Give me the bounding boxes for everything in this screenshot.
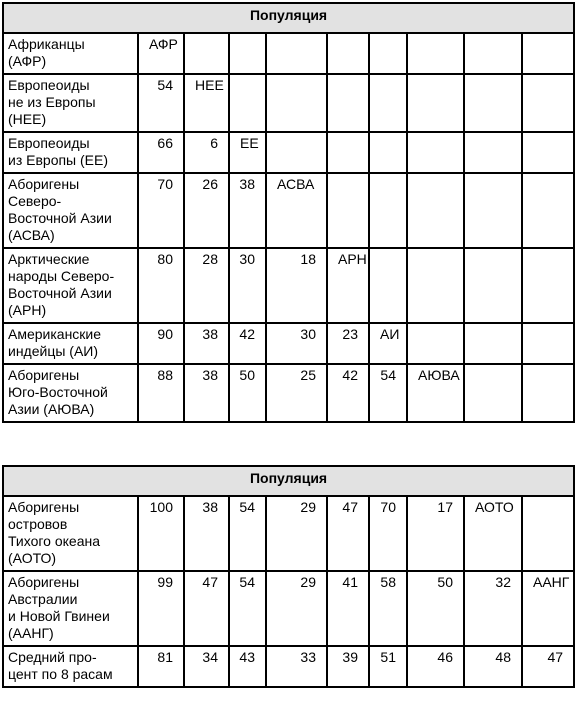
distance-cell: 42 [327,364,369,422]
population-code-cell: ААНГ [522,571,574,646]
distance-cell: 47 [327,496,369,571]
population-code-cell: АЮВА [407,364,464,422]
row-label: Арктические народы Северо- Восточной Азии (АРН) [3,248,138,323]
empty-cell [327,74,369,132]
empty-cell [369,248,407,323]
distance-cell: 54 [229,571,266,646]
distance-cell: 90 [138,323,184,364]
distance-cell: 41 [327,571,369,646]
empty-cell [522,364,574,422]
distance-cell: 42 [229,323,266,364]
distance-cell: 66 [138,132,184,173]
row-label: Аборигены Северо- Восточной Азии (АСВА) [3,173,138,248]
distance-cell: 54 [369,364,407,422]
distance-cell: 17 [407,496,464,571]
empty-cell [369,33,407,74]
distance-cell: 88 [138,364,184,422]
distance-cell: 58 [369,571,407,646]
distance-cell: 50 [229,364,266,422]
distance-cell: 47 [184,571,229,646]
table-row [3,248,574,323]
distance-cell: 39 [327,646,369,687]
empty-cell [464,364,522,422]
distance-cell: 51 [369,646,407,687]
distance-cell: 48 [464,646,522,687]
empty-cell [464,248,522,323]
distance-table-top [2,2,575,423]
table-row [3,364,574,422]
empty-cell [407,132,464,173]
empty-cell [184,33,229,74]
empty-cell [522,132,574,173]
population-code-cell: НЕЕ [184,74,229,132]
table-row [3,173,574,248]
empty-cell [407,248,464,323]
distance-cell: 54 [138,74,184,132]
empty-cell [369,173,407,248]
empty-cell [522,173,574,248]
empty-cell [464,173,522,248]
distance-cell: 29 [266,571,327,646]
distance-cell: 80 [138,248,184,323]
empty-cell [464,33,522,74]
table-row [3,323,574,364]
empty-cell [464,132,522,173]
empty-cell [464,323,522,364]
distance-cell: 38 [229,173,266,248]
distance-cell: 18 [266,248,327,323]
distance-cell: 30 [229,248,266,323]
empty-cell [464,74,522,132]
distance-cell: 54 [229,496,266,571]
row-label: Европеоиды не из Европы (НЕЕ) [3,74,138,132]
distance-cell: 38 [184,323,229,364]
population-code-cell: АФР [138,33,184,74]
empty-cell [522,496,574,571]
empty-cell [407,74,464,132]
distance-cell: 70 [369,496,407,571]
empty-cell [229,33,266,74]
empty-cell [522,33,574,74]
distance-cell: 32 [464,571,522,646]
distance-cell: 26 [184,173,229,248]
empty-cell [522,248,574,323]
distance-cell: 30 [266,323,327,364]
distance-cell: 38 [184,364,229,422]
population-code-cell: АИ [369,323,407,364]
row-label: Африканцы (АФР) [3,33,138,74]
row-label: Аборигены Австралии и Новой Гвинеи (ААНГ) [3,571,138,646]
empty-cell [229,74,266,132]
distance-table-bottom [2,465,575,688]
empty-cell [327,132,369,173]
distance-cell: 50 [407,571,464,646]
distance-cell: 6 [184,132,229,173]
distance-cell: 100 [138,496,184,571]
empty-cell [522,323,574,364]
distance-cell: 29 [266,496,327,571]
empty-cell [407,33,464,74]
population-code-cell: АСВА [266,173,327,248]
empty-cell [266,132,327,173]
empty-cell [327,33,369,74]
distance-cell: 43 [229,646,266,687]
distance-cell: 28 [184,248,229,323]
empty-cell [369,74,407,132]
table-row [3,646,574,687]
population-code-cell: АОТО [464,496,522,571]
distance-cell: 23 [327,323,369,364]
table-row [3,571,574,646]
table-row [3,74,574,132]
distance-cell: 81 [138,646,184,687]
distance-cell: 70 [138,173,184,248]
distance-cell: 34 [184,646,229,687]
distance-cell: 99 [138,571,184,646]
distance-cell: 25 [266,364,327,422]
row-label: Аборигены Юго-Восточной Азии (АЮВА) [3,364,138,422]
distance-cell: 33 [266,646,327,687]
empty-cell [327,173,369,248]
empty-cell [266,33,327,74]
distance-cell: 47 [522,646,574,687]
row-label: Европеоиды из Европы (ЕЕ) [3,132,138,173]
table-row [3,33,574,74]
empty-cell [522,74,574,132]
row-label: Средний про- цент по 8 расам [3,646,138,687]
empty-cell [407,323,464,364]
distance-cell: 46 [407,646,464,687]
row-label: Американские индейцы (АИ) [3,323,138,364]
empty-cell [407,173,464,248]
population-code-cell: АРН [327,248,369,323]
empty-cell [369,132,407,173]
table-row [3,496,574,571]
table-header-population: Популяция [3,3,574,33]
table-header-population: Популяция [3,466,574,496]
table-row [3,132,574,173]
empty-cell [266,74,327,132]
row-label: Аборигены островов Тихого океана (АОТО) [3,496,138,571]
distance-cell: 38 [184,496,229,571]
population-code-cell: ЕЕ [229,132,266,173]
